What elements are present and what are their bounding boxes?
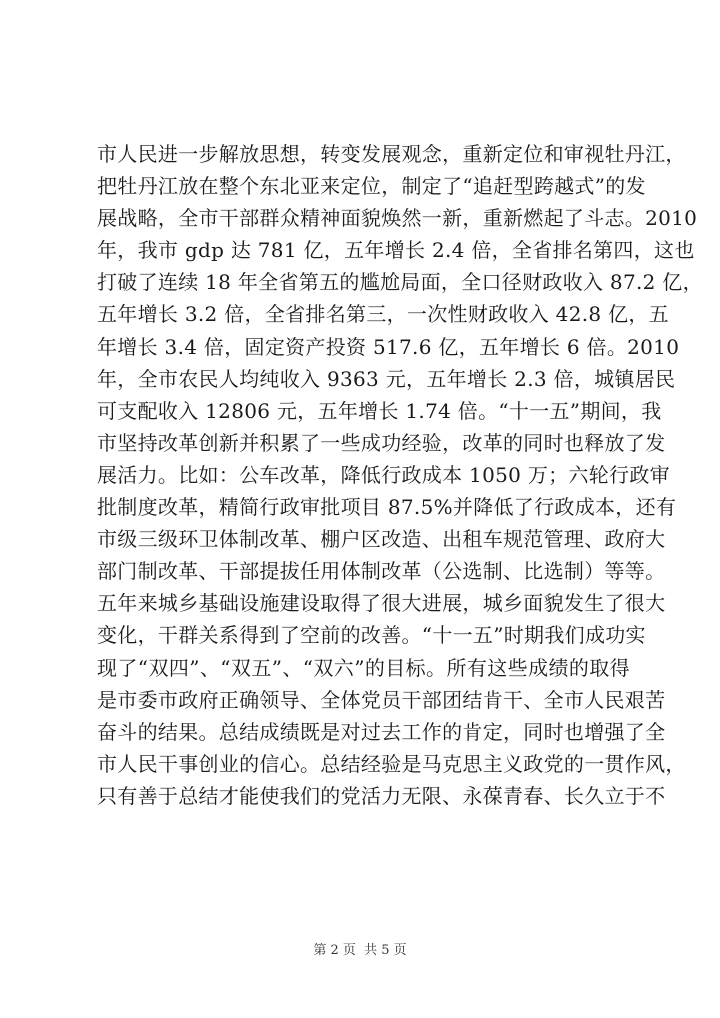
text-line: 市坚持改革创新并积累了一些成功经验，改革的同时也释放了发 <box>97 430 666 455</box>
body-text <box>97 138 703 812</box>
text-line: 打破了连续 18 年全省第五的尴尬局面，全口径财政收入 87.2 亿， <box>97 270 703 295</box>
text-line: 市级三级环卫体制改革、棚户区改造、出租车规范管理、政府大 <box>97 527 666 552</box>
text-line: 市人民进一步解放思想，转变发展观念，重新定位和审视牡丹江， <box>97 142 686 166</box>
text-line: 把牡丹江放在整个东北亚来定位，制定了“追赶型跨越式”的发 <box>97 174 646 199</box>
text-line: 可支配收入 12806 元，五年增长 1.74 倍。“十一五”期间，我 <box>97 398 662 423</box>
text-line: 变化，干群关系得到了空前的改善。“十一五”时期我们成功实 <box>97 623 646 648</box>
text-line: 是市委市政府正确领导、全体党员干部团结肯干、全市人民艰苦 <box>97 687 666 712</box>
text-line: 奋斗的结果。总结成绩既是对过去工作的肯定，同时也增强了全 <box>97 719 666 744</box>
text-line: 展战略，全市干部群众精神面貌焕然一新，重新燃起了斗志。2010 <box>97 206 698 231</box>
text-line: 现了“双四”、“双五”、“双六”的目标。所有这些成绩的取得 <box>97 655 630 680</box>
text-line: 年，我市 gdp 达 781 亿，五年增长 2.4 倍，全省排名第四，这也 <box>97 238 695 263</box>
text-line: 市人民干事创业的信心。总结经验是马克思主义政党的一贯作风， <box>97 751 686 776</box>
text-line: 年，全市农民人均纯收入 9363 元，五年增长 2.3 倍，城镇居民 <box>97 366 676 391</box>
page-footer <box>0 939 720 958</box>
page-total: 共 5 页 <box>364 943 407 958</box>
page-number: 第 2 页 <box>313 943 356 958</box>
text-line: 只有善于总结才能使我们的党活力无限、永葆青春、长久立于不 <box>97 783 666 808</box>
text-line: 五年增长 3.2 倍，全省排名第三，一次性财政收入 42.8 亿，五 <box>97 302 669 327</box>
text-line: 年增长 3.4 倍，固定资产投资 517.6 亿，五年增长 6 倍。2010 <box>97 334 680 359</box>
text-line: 展活力。比如：公车改革，降低行政成本 1050 万；六轮行政审 <box>97 462 670 487</box>
text-line: 批制度改革，精简行政审批项目 87.5%并降低了行政成本，还有 <box>97 495 677 520</box>
text-line: 五年来城乡基础设施建设取得了很大进展，城乡面貌发生了很大 <box>97 591 666 616</box>
text-line: 部门制改革、干部提拔任用体制改革（公选制、比选制）等等。 <box>97 559 666 584</box>
